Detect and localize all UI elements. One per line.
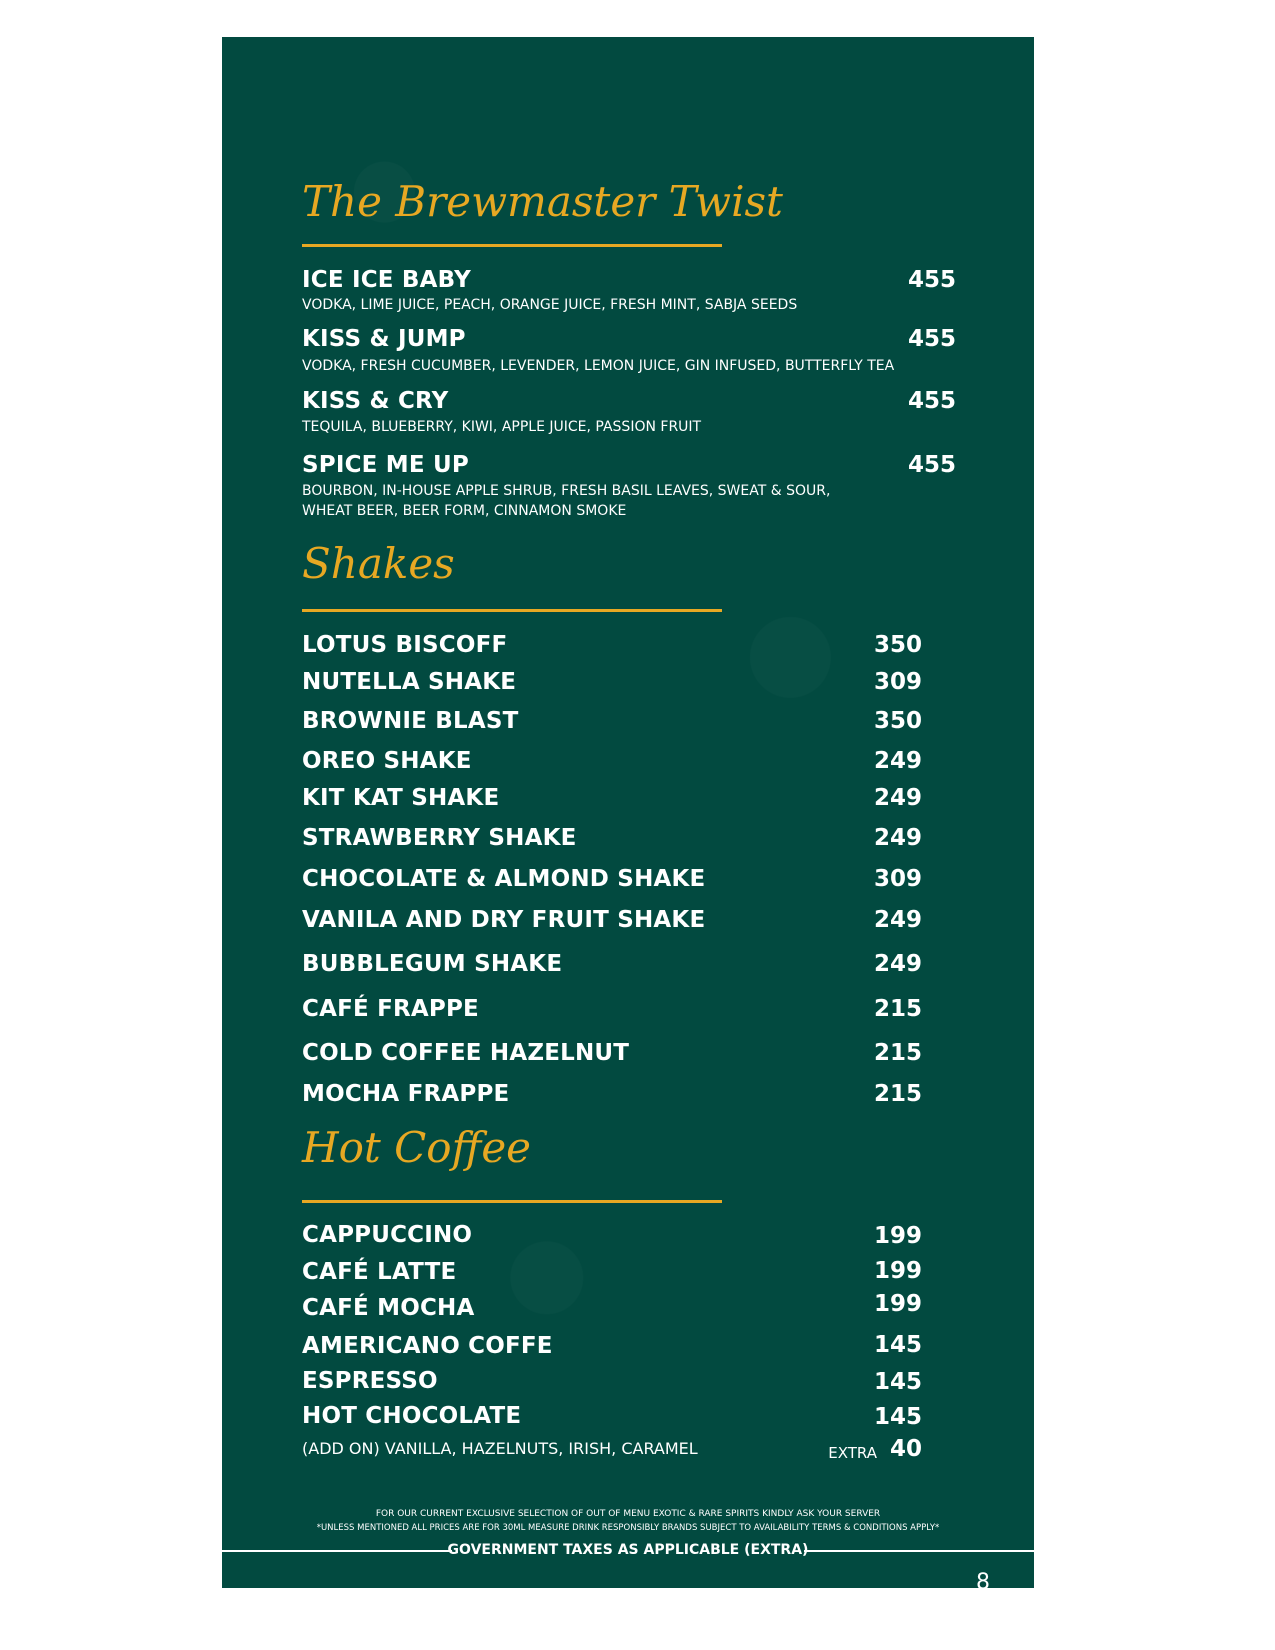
item-price: 350: [873, 632, 922, 658]
item-description: BOURBON, IN-HOUSE APPLE SHRUB, FRESH BASIL LEAVES, SWEAT & SOUR,: [302, 483, 831, 499]
item-name: MOCHA FRAPPE: [302, 1081, 510, 1107]
item-name: ICE ICE BABY: [302, 267, 471, 293]
item-price: 455: [907, 452, 956, 478]
item-price: 350: [873, 708, 922, 734]
item-price: 215: [873, 996, 922, 1022]
item-name: NUTELLA SHAKE: [302, 669, 517, 695]
section-divider: [302, 609, 722, 612]
item-description: WHEAT BEER, BEER FORM, CINNAMON SMOKE: [302, 503, 627, 519]
item-description: TEQUILA, BLUEBERRY, KIWI, APPLE JUICE, PASSION FRUIT: [302, 419, 702, 435]
item-price: 215: [873, 1081, 922, 1107]
item-name: KIT KAT SHAKE: [302, 785, 500, 811]
item-name: SPICE ME UP: [302, 452, 469, 478]
item-price: 145: [873, 1404, 922, 1430]
page-number: 8: [976, 1570, 990, 1595]
item-name: ESPRESSO: [302, 1368, 438, 1394]
item-name: KISS & CRY: [302, 388, 449, 414]
item-name: STRAWBERRY SHAKE: [302, 825, 577, 851]
item-name: CAFÉ FRAPPE: [302, 996, 479, 1022]
item-description: VODKA, LIME JUICE, PEACH, ORANGE JUICE, FRESH MINT, SABJA SEEDS: [302, 297, 798, 313]
section-divider: [302, 244, 722, 247]
section-title: Hot Coffee: [302, 1123, 532, 1172]
item-name: CAFÉ MOCHA: [302, 1295, 475, 1321]
item-price: 455: [907, 267, 956, 293]
addon-price: 40: [889, 1436, 922, 1462]
item-price: 249: [873, 825, 922, 851]
item-price: 455: [907, 326, 956, 352]
extra-label: EXTRA: [828, 1444, 877, 1462]
item-price: 249: [873, 748, 922, 774]
item-price: 145: [873, 1369, 922, 1395]
item-price: 309: [873, 866, 922, 892]
section-divider: [302, 1200, 722, 1203]
item-name: BROWNIE BLAST: [302, 708, 519, 734]
item-price: 199: [873, 1291, 922, 1317]
item-price: 249: [873, 785, 922, 811]
item-name: AMERICANO COFFE: [302, 1333, 553, 1359]
terms-note: *UNLESS MENTIONED ALL PRICES ARE FOR 30ML MEASURE DRINK RESPONSIBLY BRANDS SUBJECT TO AVAILABILITY TERMS & CONDITIONS APPLY*: [316, 1523, 940, 1533]
item-name: KISS & JUMP: [302, 326, 466, 352]
section-title: The Brewmaster Twist: [302, 177, 783, 226]
item-name: BUBBLEGUM SHAKE: [302, 951, 563, 977]
item-price: 309: [873, 669, 922, 695]
item-name: OREO SHAKE: [302, 748, 472, 774]
item-name: CAPPUCCINO: [302, 1222, 473, 1248]
item-name: VANILA AND DRY FRUIT SHAKE: [302, 907, 706, 933]
item-name: LOTUS BISCOFF: [302, 632, 508, 658]
item-price: 199: [873, 1223, 922, 1249]
item-price: 215: [873, 1040, 922, 1066]
item-name: HOT CHOCOLATE: [302, 1403, 522, 1429]
taxes-note: GOVERNMENT TAXES AS APPLICABLE (EXTRA): [447, 1542, 809, 1558]
item-price: 455: [907, 388, 956, 414]
addon-label: (ADD ON) VANILLA, HAZELNUTS, IRISH, CARAMEL: [302, 1439, 698, 1458]
item-price: 249: [873, 907, 922, 933]
item-price: 199: [873, 1258, 922, 1284]
item-name: COLD COFFEE HAZELNUT: [302, 1040, 630, 1066]
item-price: 145: [873, 1332, 922, 1358]
spirits-note: FOR OUR CURRENT EXCLUSIVE SELECTION OF OUT OF MENU EXOTIC & RARE SPIRITS KINDLY ASK YOUR SERVER: [375, 1509, 881, 1519]
item-description: VODKA, FRESH CUCUMBER, LEVENDER, LEMON JUICE, GIN INFUSED, BUTTERFLY TEA: [302, 358, 895, 374]
item-name: CHOCOLATE & ALMOND SHAKE: [302, 866, 706, 892]
menu-page: [222, 37, 1034, 1595]
section-title: Shakes: [302, 539, 455, 588]
item-price: 249: [873, 951, 922, 977]
item-name: CAFÉ LATTE: [302, 1259, 457, 1285]
